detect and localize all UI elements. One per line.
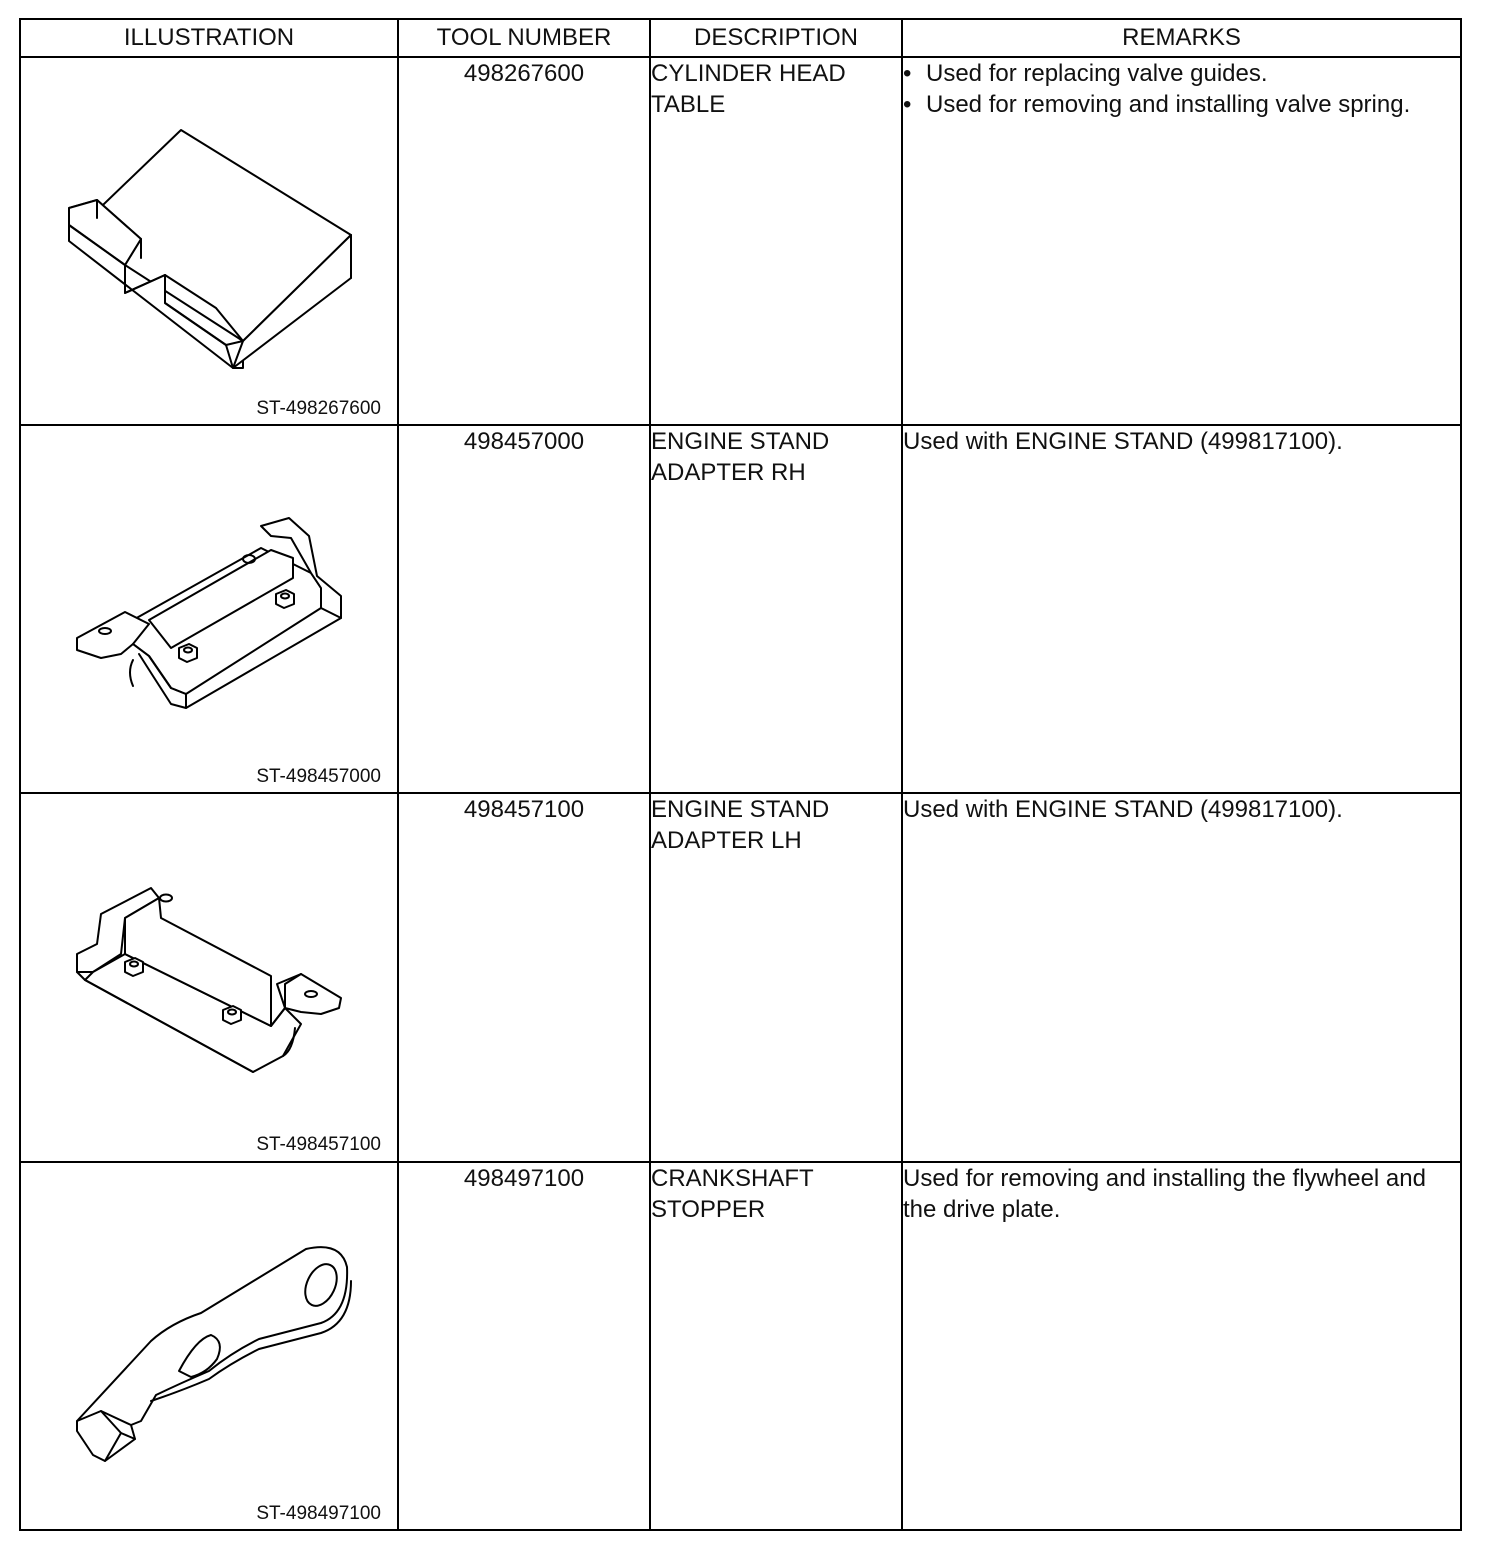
illustration-cell [20,793,398,1161]
illustration-cell [20,57,398,425]
list-item [903,89,1460,120]
description-cell: ENGINE STAND ADAPTER LH [650,793,902,1161]
engine-stand-adapter-rh-icon [21,426,399,792]
illustration-cell [20,1162,398,1530]
bullet-icon: • [903,60,912,88]
description-cell: CYLINDER HEAD TABLE [650,57,902,425]
table-row [20,793,1461,1161]
tool-number-cell: 498267600 [398,57,650,425]
remark-text: Used with ENGINE STAND (499817100). [903,428,1343,456]
table-row [20,1162,1461,1530]
description-cell: CRANKSHAFT STOPPER [650,1162,902,1530]
cylinder-head-table-icon [21,58,399,424]
remark-text: Used for removing and installing valve spring. [926,91,1411,119]
figure-label: ST-498457100 [256,1134,381,1156]
bullet-icon: • [903,91,912,119]
remark-text: Used with ENGINE STAND (499817100). [903,796,1343,824]
engine-stand-adapter-lh-icon [21,794,399,1160]
tool-number-cell: 498457000 [398,425,650,793]
remarks-list [903,58,1460,120]
header-illustration: ILLUSTRATION [20,19,398,57]
remarks-cell [902,1162,1461,1530]
figure-label: ST-498267600 [256,398,381,420]
figure-label: ST-498497100 [256,1502,381,1524]
tool-number-cell: 498497100 [398,1162,650,1530]
remarks-cell [902,793,1461,1161]
table-row [20,57,1461,425]
illustration-cell [20,425,398,793]
description-cell: ENGINE STAND ADAPTER RH [650,425,902,793]
header-remarks: REMARKS [902,19,1461,57]
remarks-cell [902,57,1461,425]
header-description: DESCRIPTION [650,19,902,57]
remark-text: Used for removing and installing the flywheel and the drive plate. [903,1164,1426,1223]
figure-label: ST-498457000 [256,766,381,788]
list-item [903,58,1460,89]
table-header-row [20,19,1461,57]
tool-number-cell: 498457100 [398,793,650,1161]
table-row [20,425,1461,793]
remark-text: Used for replacing valve guides. [926,60,1268,88]
crankshaft-stopper-icon [21,1163,399,1529]
special-tools-table [19,18,1462,1531]
header-tool-number: TOOL NUMBER [398,19,650,57]
remarks-cell [902,425,1461,793]
